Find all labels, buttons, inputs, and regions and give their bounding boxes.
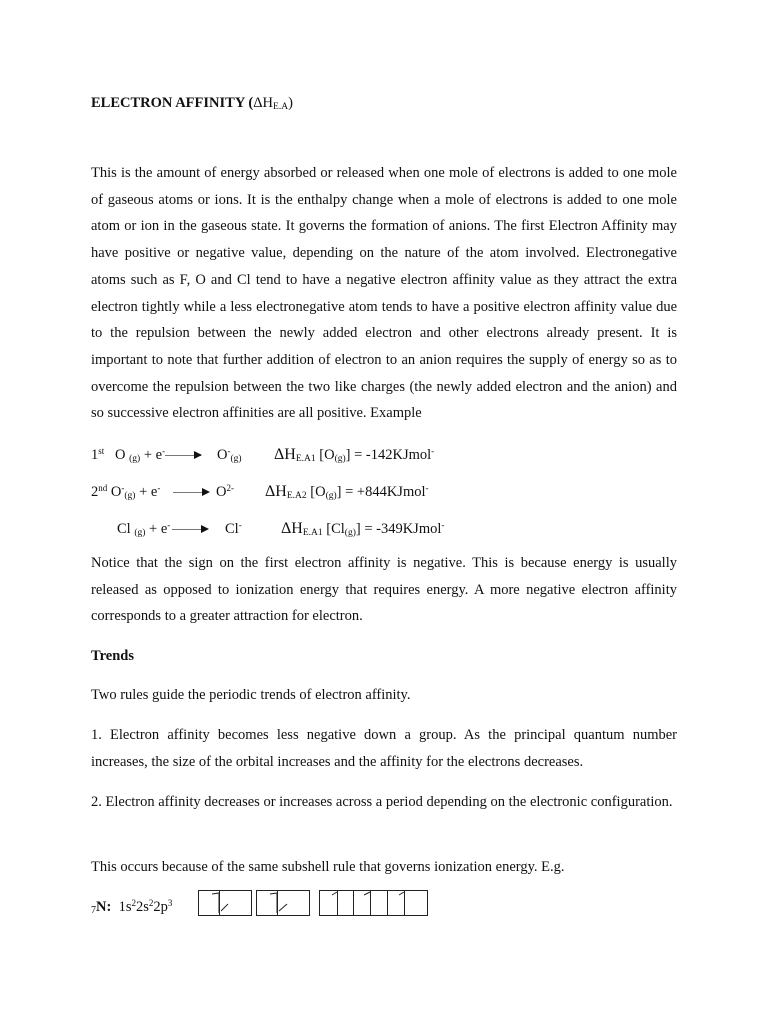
eq1-arrow-icon (194, 451, 202, 459)
intro-paragraph: This is the amount of energy absorbed or released when one mole of electrons is added to one mole of gaseous atoms or ions. It is the enthalpy change when a mole of electrons is added to one mole atom or ion in the gaseous state. It governs the formation of anions. The first Electron Affinity may have positive or negative value, depending on the nature of the atom involved. Electronegative atoms such as F, O and Cl tend to have a negative electron affinity value as they attract the extra electron tightly while a less electronegative atom tends to have a positive electron affinity value due to the repulsion between the newly added electron and other electrons already present. It is important to note that further addition of electron to an anion requires the supply of energy so as to overcome the repulsion between the two like charges (the newly added electron and the anion) and so successive electron affinities are all positive. Example (91, 165, 677, 422)
eq1-reactant-state: (g) (129, 454, 141, 464)
eq3-species-state: (g) (344, 528, 356, 538)
eq3-rhs (225, 520, 242, 538)
eq1-lhs (115, 446, 165, 464)
rule-1-paragraph: 1. Electron affinity becomes less negative down a group. As the principal quantum number increases, the size of the orbital increases and the affinity for the electrons decreases. (91, 727, 677, 770)
atomic-number: 7 (91, 905, 96, 916)
eq3-lhs (117, 520, 170, 538)
nitrogen-config (91, 898, 172, 916)
eq1-rhs (217, 446, 242, 464)
eq1-delta-h-label: E.A1 (295, 454, 316, 464)
eq3-reactant-state: (g) (134, 528, 146, 538)
eq2-arrow-icon (202, 488, 210, 496)
orbital-box-2s (256, 890, 310, 916)
eq2-species: [O (310, 484, 326, 500)
notice-paragraph: Notice that the sign on the first electron affinity is negative. This is because energy is usually released as opposed to ionization energy that requires energy. A more negative electron affinity corresponds to a greater attraction for electron. (91, 555, 677, 625)
eq3-delta-h-label: E.A1 (302, 528, 323, 538)
eq2-arrow-line (173, 492, 205, 493)
eq2-plus-electron: + e (139, 484, 158, 500)
eq3-electron-charge: - (167, 520, 171, 530)
eq3-value: ] = -349KJmol (355, 521, 442, 537)
eq2-delta-h: ΔH (265, 483, 287, 500)
eq3-enthalpy (281, 520, 444, 538)
eq1-value: ] = -142KJmol (345, 447, 432, 463)
eq1-electron-charge: - (162, 446, 166, 456)
subshell-sentence: This occurs because of the same subshell rule that governs ionization energy. E.g. (91, 859, 565, 875)
config-2p-count: 3 (167, 898, 173, 908)
eq1-reactant: O (115, 447, 126, 463)
config-2s-count: 2 (148, 898, 154, 908)
orbital-box-1s (198, 890, 252, 916)
eq2-ord-suffix: nd (98, 483, 108, 493)
eq1-species: [O (319, 447, 335, 463)
eq3-delta-h: ΔH (281, 520, 303, 537)
eq2-reactant-charge: - (121, 483, 125, 493)
eq1-ord-number: 1 (91, 447, 99, 463)
eq1-ordinal (91, 446, 104, 464)
eq2-rhs (216, 483, 234, 501)
config-1s-count: 2 (131, 898, 136, 908)
eq1-enthalpy (274, 446, 434, 464)
trends-intro: Two rules guide the periodic trends of electron affinity. (91, 687, 411, 703)
page-title (91, 95, 293, 112)
eq1-species-state: (g) (334, 454, 346, 464)
eq3-species: [Cl (326, 521, 345, 537)
config-2s: 2s (135, 899, 149, 915)
delta-h-symbol: ΔH (253, 95, 274, 111)
eq2-product: O (216, 484, 227, 500)
eq1-product-state: (g) (230, 454, 242, 464)
title-subscript: E.A (273, 102, 289, 112)
eq2-unit-power: - (425, 483, 429, 493)
orbital-box-2p (319, 890, 428, 916)
eq3-reactant: Cl (117, 521, 131, 537)
eq2-ord-number: 2 (91, 484, 99, 500)
eq3-arrow-icon (201, 525, 209, 533)
eq1-product-charge: - (227, 446, 231, 456)
eq2-value: ] = +844KJmol (336, 484, 426, 500)
trends-heading: Trends (91, 648, 134, 664)
eq1-plus-electron: + e (143, 447, 163, 463)
eq3-plus-electron: + e (149, 521, 168, 537)
eq2-electron-charge: - (157, 483, 161, 493)
eq1-unit-power: - (431, 446, 435, 456)
eq1-delta-h: ΔH (274, 446, 296, 463)
eq2-lhs (91, 483, 160, 501)
eq2-product-charge: 2- (226, 483, 234, 493)
rule-2-paragraph: 2. Electron affinity decreases or increases across a period depending on the electronic configuration. (91, 794, 673, 810)
config-2p: 2p (153, 899, 168, 915)
element-symbol: N: (96, 899, 112, 915)
unpaired-spin-icon (320, 891, 427, 915)
title-close: ) (288, 95, 293, 111)
spin-pair-icon (199, 891, 251, 915)
eq2-reactant: O (110, 484, 122, 500)
eq1-product: O (217, 447, 228, 463)
eq1-ord-suffix: st (98, 446, 105, 456)
eq2-enthalpy (265, 483, 429, 501)
eq2-species-state: (g) (325, 491, 337, 501)
eq2-delta-h-label: E.A2 (286, 491, 307, 501)
eq3-arrow-line (172, 529, 204, 530)
config-1s: 1s (118, 899, 132, 915)
title-text: ELECTRON AFFINITY ( (91, 95, 254, 111)
eq3-unit-power: - (441, 520, 445, 530)
eq2-reactant-state: (g) (124, 491, 136, 501)
eq3-product-charge: - (238, 520, 242, 530)
spin-pair-icon (257, 891, 309, 915)
eq3-product: Cl (225, 521, 239, 537)
